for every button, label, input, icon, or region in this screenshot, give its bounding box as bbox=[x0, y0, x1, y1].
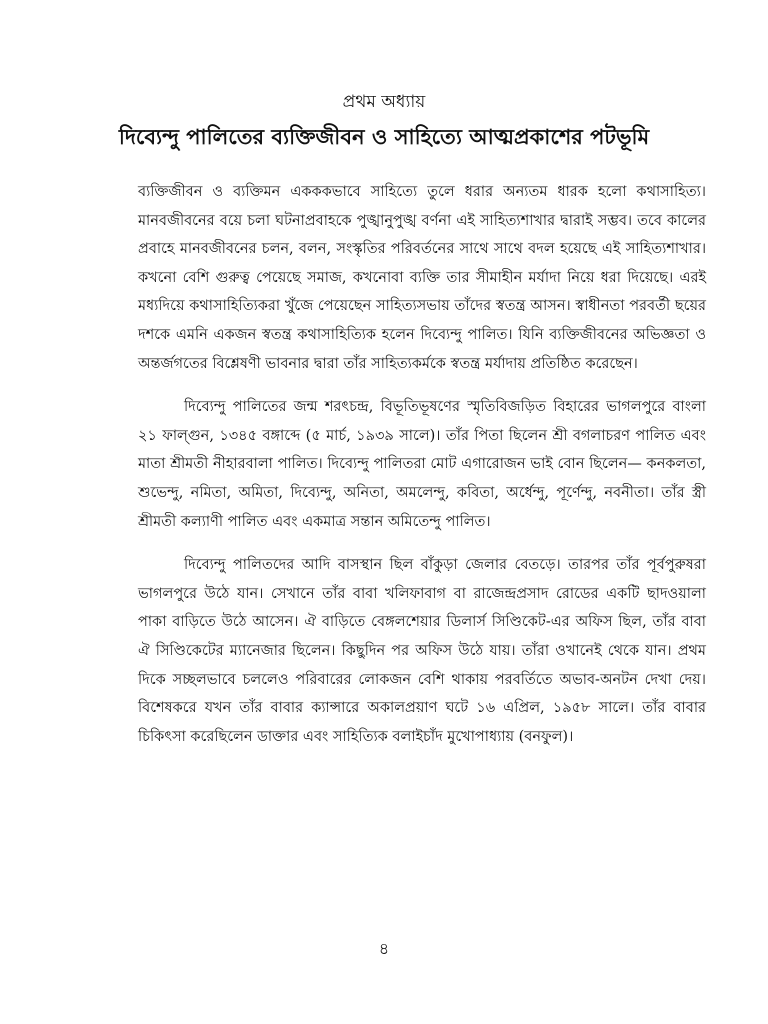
paragraph-intro: ব্যক্তিজীবন ও ব্যক্তিমন একককভাবে সাহিত্যে তুলে ধরার অন্যতম ধারক হলো কথাসাহিত্য। মানবজীবনের বয়ে চলা ঘটনাপ্রবাহকে পুঙ্খানুপুঙ্খ বর্ণনা এই সাহিত্যশাখার দ্বারাই সম্ভব। তবে কালের প্রবাহে মানবজীবনের চলন, বলন, সংস্কৃতির পরিবর্তনের সাথে সাথে বদল হয়েছে এই সাহিত্যশাখার। কখনো বেশি গুরুত্ব পেয়েছে সমাজ, কখনোবা ব্যক্তি তার সীমাহীন মর্যাদা নিয়ে ধরা দিয়েছে। এরই মধ্যদিয়ে কথাসাহিত্যিকরা খুঁজে পেয়েছেন সাহিত্যসভায় তাঁদের স্বতন্ত্র আসন। স্বাধীনতা পরবর্তী ছয়ের দশকে এমনি একজন স্বতন্ত্র কথাসাহিত্যিক হলেন দিব্যেন্দু পালিত। যিনি ব্যক্তিজীবনের অভিজ্ঞতা ও অন্তর্জগতের বিশ্লেষণী ভাবনার দ্বারা তাঁর সাহিত্যকর্মকে স্বতন্ত্র মর্যাদায় প্রতিষ্ঠিত করেছেন। bbox=[138, 184, 706, 372]
chapter-label: প্রথম অধ্যায় bbox=[342, 92, 426, 112]
chapter-title: দিব্যেন্দু পালিতের ব্যক্তিজীবন ও সাহিত্যে আত্মপ্রকাশের পটভূমি bbox=[118, 124, 650, 149]
body-text bbox=[138, 178, 706, 766]
paragraph-birth: দিব্যেন্দু পালিতের জন্ম শরৎচন্দ্র, বিভূতিভূষণের স্মৃতিবিজড়িত বিহারের ভাগলপুরে বাংলা ২১ ফাল্গুন, ১৩৪৫ বঙ্গাব্দে (৫ মার্চ, ১৯৩৯ সালে)। তাঁর পিতা ছিলেন শ্রী বগলাচরণ পালিত এবং মাতা শ্রীমতী নীহারবালা পালিত। দিব্যেন্দু পালিতরা মোট এগারোজন ভাই বোন ছিলেন— কনকলতা, শুভেন্দু, নমিতা, অমিতা, দিব্যেন্দু, অনিতা, অমলেন্দু, কবিতা, অর্ধেন্দু, পূর্ণেন্দু, নবনীতা। তাঁর স্ত্রী শ্রীমতী কল্যাণী পালিত এবং একমাত্র সন্তান অমিতেন্দু পালিত। bbox=[138, 399, 706, 530]
page-number: ৪ bbox=[378, 939, 390, 958]
paragraph-ancestry: দিব্যেন্দু পালিতদের আদি বাসস্থান ছিল বাঁকুড়া জেলার বেতড়ে। তারপর তাঁর পূর্বপুরুষরা ভাগলপুরে উঠে যান। সেখানে তাঁর বাবা খলিফাবাগ বা রাজেন্দ্রপ্রসাদ রোডের একটি ছাদওয়ালা পাকা বাড়িতে উঠে আসেন। ঐ বাড়িতে বেঙ্গলশেয়ার ডিলার্স সিণ্ডিকেট-এর অফিস ছিল, তাঁর বাবা ঐ সিণ্ডিকেটের ম্যানেজার ছিলেন। কিছুদিন পর অফিস উঠে যায়। তাঁরা ওখানেই থেকে যান। প্রথম দিকে সচ্ছলভাবে চললেও পরিবারের লোকজন বেশি থাকায় পরবর্তিতে অভাব-অনটন দেখা দেয়। বিশেষকরে যখন তাঁর বাবার ক্যান্সারে অকালপ্রয়াণ ঘটে ১৬ এপ্রিল, ১৯৫৮ সালে। তাঁর বাবার চিকিৎসা করেছিলেন ডাক্তার এবং সাহিত্যিক বলাইচাঁদ মুখোপাধ্যায় (বনফুল)। bbox=[138, 557, 706, 745]
